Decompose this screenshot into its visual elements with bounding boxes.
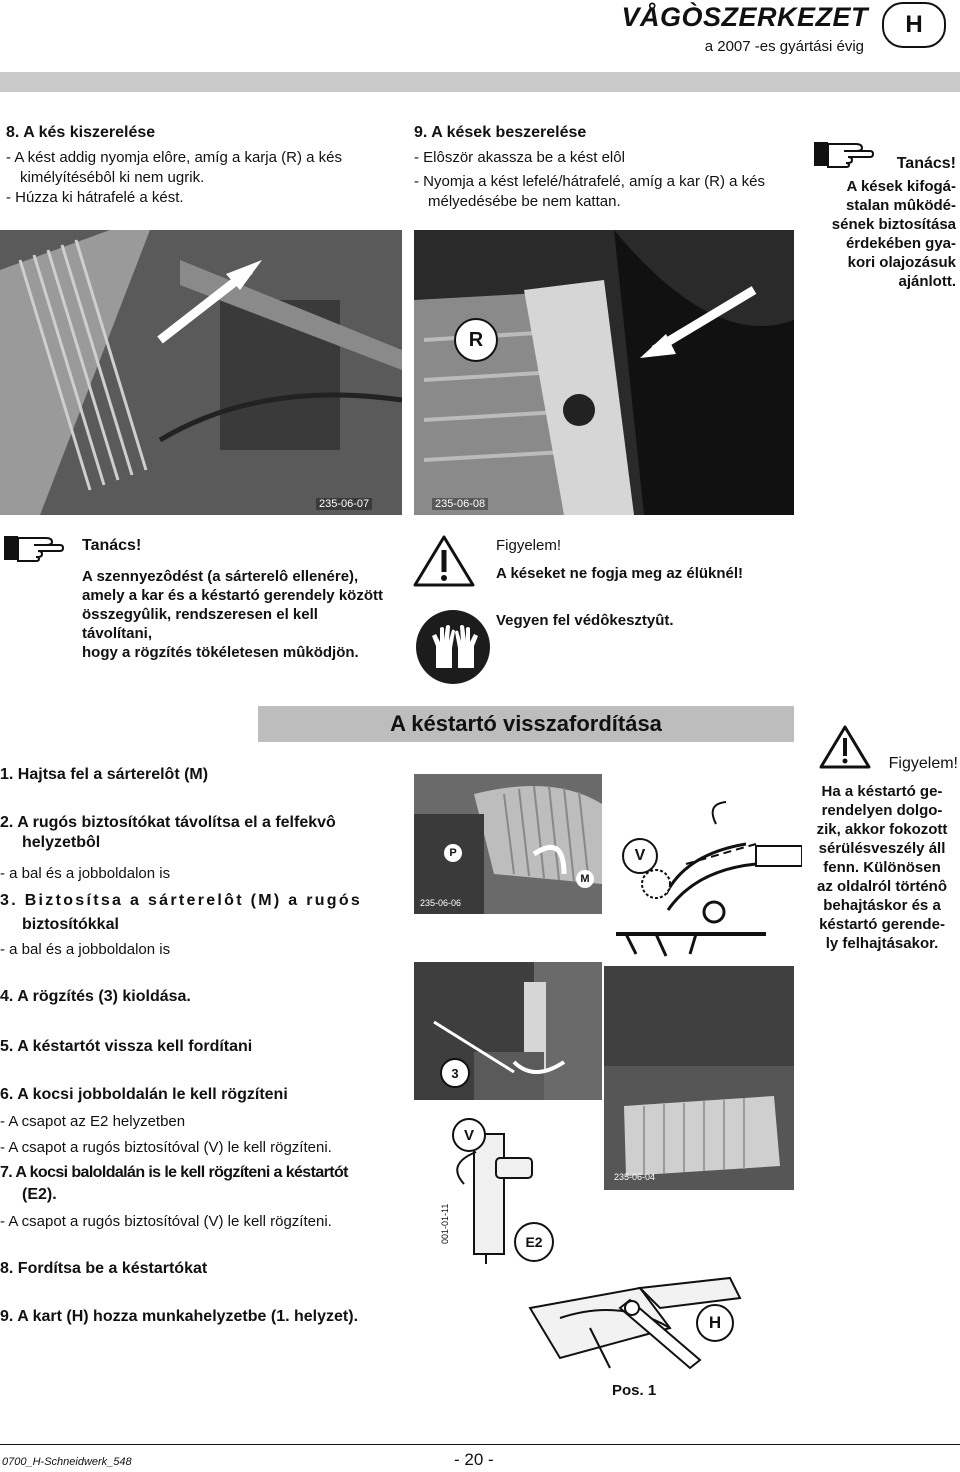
diagram-lever <box>520 1268 780 1418</box>
step-7-cont: (E2). <box>22 1186 57 1203</box>
callout-label-m: M <box>576 870 594 888</box>
tip-left <box>82 536 392 662</box>
photo-knife-install <box>414 230 794 515</box>
callout-label-h: H <box>696 1304 734 1342</box>
diagram-pin-e2 <box>440 1104 566 1264</box>
warning-2-line: Ha a késtartó ge- <box>821 783 943 800</box>
warning-2-line: rendelyen dolgo- <box>821 802 943 819</box>
section-8-line: kimélyítésébôl ki nem ugrik. <box>20 169 205 186</box>
section-9-line: mélyedésébe be nem kattan. <box>428 193 621 210</box>
section-letter-badge: H <box>882 2 946 48</box>
step-9: 9. A kart (H) hozza munkahelyzetbe (1. helyzet). <box>0 1308 359 1325</box>
warning-1-line: A késeket ne fogja meg az élüknél! <box>496 565 744 582</box>
position-label: Pos. 1 <box>612 1382 657 1399</box>
warning-2-line: fenn. Különösen <box>823 859 941 876</box>
step-7: 7. A kocsi baloldalán is le kell rögzíteni a késtartót <box>0 1164 348 1181</box>
warning-2-line: zik, akkor fokozott <box>816 821 948 838</box>
photo-code: 235-06-06 <box>420 898 462 908</box>
step-1: 1. Hajtsa fel a sárterelôt (M) <box>0 766 209 783</box>
footer-rule <box>0 1444 960 1445</box>
section-8-heading: 8. A kés kiszerelése <box>6 124 156 141</box>
photo-mudguard <box>414 774 602 914</box>
warning-1-line: Vegyen fel védôkesztyût. <box>496 612 674 629</box>
diagram-spring-lock <box>606 784 802 966</box>
photo-code: 235-06-07 <box>316 498 372 510</box>
tip-left-line: összegyûlik, rendszeresen el kell távolítani, <box>82 606 318 642</box>
section-9 <box>414 124 804 212</box>
tip-right-title: Tanács! <box>896 155 956 172</box>
diagram-code: 001-01-11 <box>440 1203 450 1244</box>
step-2: 2. A rugós biztosítókat távolítsa el a felfekvô <box>0 814 336 831</box>
tip-right-line: stalan mûködé- <box>845 197 956 214</box>
warning-2-line: behajtáskor és a <box>823 897 941 914</box>
photo-lock-release <box>414 962 602 1100</box>
callout-label-3: 3 <box>440 1058 470 1088</box>
page-title: VÅGÒSZERKEZET <box>621 2 868 32</box>
header-rule <box>0 72 960 92</box>
step-6: 6. A kocsi jobboldalán le kell rögzíteni <box>0 1086 288 1103</box>
pointing-hand-icon <box>2 530 64 569</box>
photo-code: 235-06-08 <box>432 498 488 510</box>
step-8: 8. Fordítsa be a késtartókat <box>0 1260 208 1277</box>
warning-2-line: sérülésveszély áll <box>818 840 946 857</box>
photo-code: 235-06-04 <box>614 1172 656 1182</box>
step-3-cont: biztosítókkal <box>22 916 119 933</box>
tip-right-line: sének biztosítása <box>831 216 956 233</box>
gloves-icon <box>414 608 492 691</box>
warning-1-title: Figyelem! <box>496 537 562 554</box>
page-subtitle: a 2007 -es gyártási évig <box>704 38 864 55</box>
tip-left-title: Tanács! <box>82 537 142 554</box>
section-9-line: - Nyomja a kést lefelé/hátrafelé, amíg a kar (R) a kés <box>414 173 765 190</box>
step-5: 5. A késtartót vissza kell fordítani <box>0 1038 253 1055</box>
tip-left-line: A szennyezôdést (a sárterelô ellenére), <box>82 568 359 585</box>
callout-label-p: P <box>444 844 462 862</box>
step-2-note: - a bal és a jobboldalon is <box>0 865 171 882</box>
section-8 <box>6 124 386 208</box>
step-7-note: - A csapot a rugós biztosítóval (V) le kell rögzíteni. <box>0 1213 332 1230</box>
callout-label-v: V <box>622 838 658 874</box>
step-3: 3. Biztosítsa a sárterelôt (M) a rugós <box>0 892 363 909</box>
warning-1 <box>496 536 796 630</box>
warning-2-line: ly felhajtásakor. <box>825 935 939 952</box>
section-band-title: A késtartó visszafordítása <box>258 706 794 742</box>
step-6-note: - A csapot a rugós biztosítóval (V) le kell rögzíteni. <box>0 1139 332 1156</box>
step-4: 4. A rögzítés (3) kioldása. <box>0 988 191 1005</box>
tip-right-line: kori olajozásuk <box>847 254 956 271</box>
section-9-heading: 9. A kések beszerelése <box>414 124 587 141</box>
warning-2-title: Figyelem! <box>888 755 958 772</box>
photo-knife-removal <box>0 230 402 515</box>
footer-page-number: - 20 - <box>454 1450 494 1469</box>
section-8-line: - A kést addig nyomja elôre, amíg a karja (R) a kés <box>6 149 342 166</box>
warning-triangle-icon <box>412 534 476 593</box>
tip-right <box>812 154 956 291</box>
photo-knife-bar <box>604 966 794 1190</box>
tip-left-line: amely a kar és a késtartó gerendely között <box>82 587 383 604</box>
warning-2-line: késtartó gerende- <box>819 916 945 933</box>
callout-label-e2: E2 <box>514 1222 554 1262</box>
tip-right-line: A kések kifogá- <box>846 178 956 195</box>
tip-right-line: érdekében gya- <box>845 235 956 252</box>
step-2-cont: helyzetbôl <box>22 834 101 851</box>
section-8-line: - Húzza ki hátrafelé a kést. <box>6 189 184 206</box>
tip-left-line: hogy a rögzítés tökéletesen mûködjön. <box>82 644 359 661</box>
step-6-note: - A csapot az E2 helyzetben <box>0 1113 186 1130</box>
footer-doc-id: 0700_H-Schneidwerk_548 <box>2 1456 132 1468</box>
warning-2-line: az oldalról történô <box>816 878 947 895</box>
warning-2 <box>806 754 958 953</box>
step-3-note: - a bal és a jobboldalon is <box>0 941 171 958</box>
callout-label-r: R <box>454 318 498 362</box>
tip-right-line: ajánlott. <box>898 273 956 290</box>
section-9-line: - Elôször akassza be a kést elôl <box>414 149 625 166</box>
callout-label-v: V <box>452 1118 486 1152</box>
